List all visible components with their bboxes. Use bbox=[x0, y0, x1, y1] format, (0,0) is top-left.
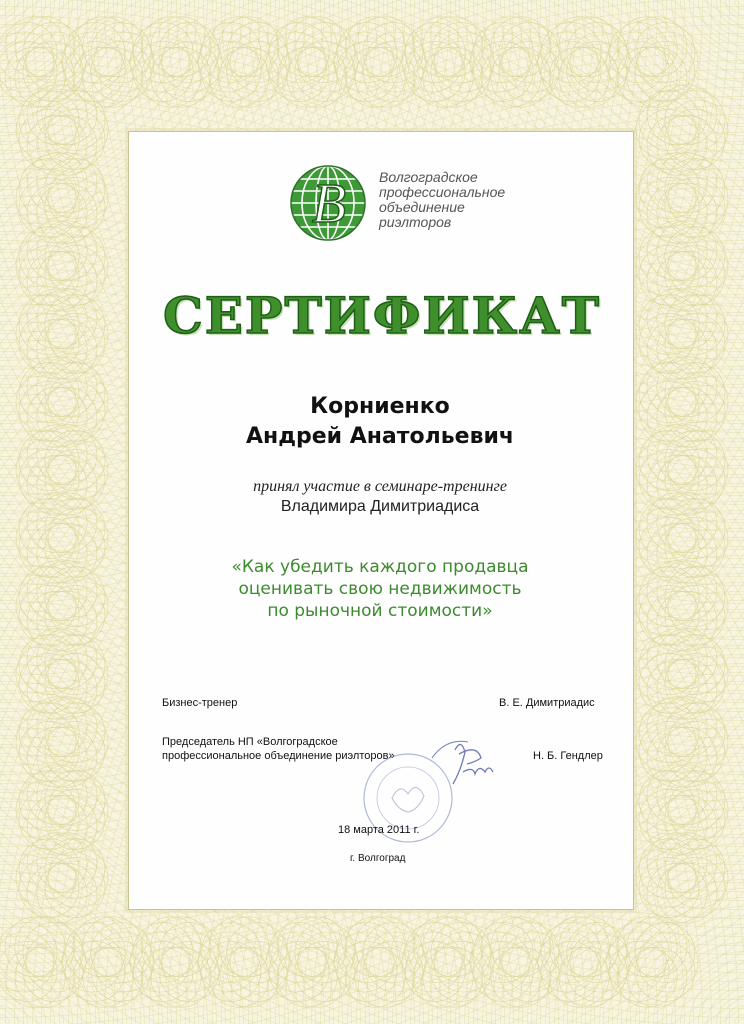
issue-city: г. Волгоград bbox=[350, 853, 406, 864]
signatory-name-1: В. Е. Димитриадис bbox=[499, 697, 595, 709]
signatory-name-2: Н. Б. Гендлер bbox=[533, 750, 603, 762]
seminar-title-line-1: «Как убедить каждого продавца bbox=[231, 557, 529, 577]
issue-date: 18 марта 2011 г. bbox=[338, 824, 420, 836]
logo-line-1: Волгоградское bbox=[379, 169, 478, 185]
role-chairman-line-2: профессиональное объединение риэлторов» bbox=[162, 750, 395, 762]
seminar-title-line-2: оценивать свою недвижимость bbox=[238, 579, 522, 599]
logo-line-2: профессиональное bbox=[379, 184, 506, 200]
recipient-given-names: Андрей Анатольевич bbox=[245, 424, 515, 449]
trainer-name: Владимира Димитриадиса bbox=[280, 498, 480, 515]
globe-b-icon bbox=[287, 162, 371, 244]
logo-line-4: риэлторов bbox=[379, 214, 452, 230]
logo-text bbox=[379, 170, 539, 230]
organization-logo bbox=[287, 162, 537, 244]
participation-text: принял участие в семинаре-тренинге bbox=[253, 478, 507, 495]
role-chairman-line-1: Председатель НП «Волгоградское bbox=[162, 736, 338, 748]
logo-line-3: объединение bbox=[379, 199, 465, 215]
certificate-title: СЕРТИФИКАТ bbox=[162, 286, 602, 345]
seminar-title-line-3: по рыночной стоимости» bbox=[267, 601, 493, 621]
recipient-surname: Корниенко bbox=[310, 394, 450, 419]
svg-text:B: B bbox=[311, 173, 347, 235]
role-business-trainer: Бизнес-тренер bbox=[162, 697, 238, 709]
